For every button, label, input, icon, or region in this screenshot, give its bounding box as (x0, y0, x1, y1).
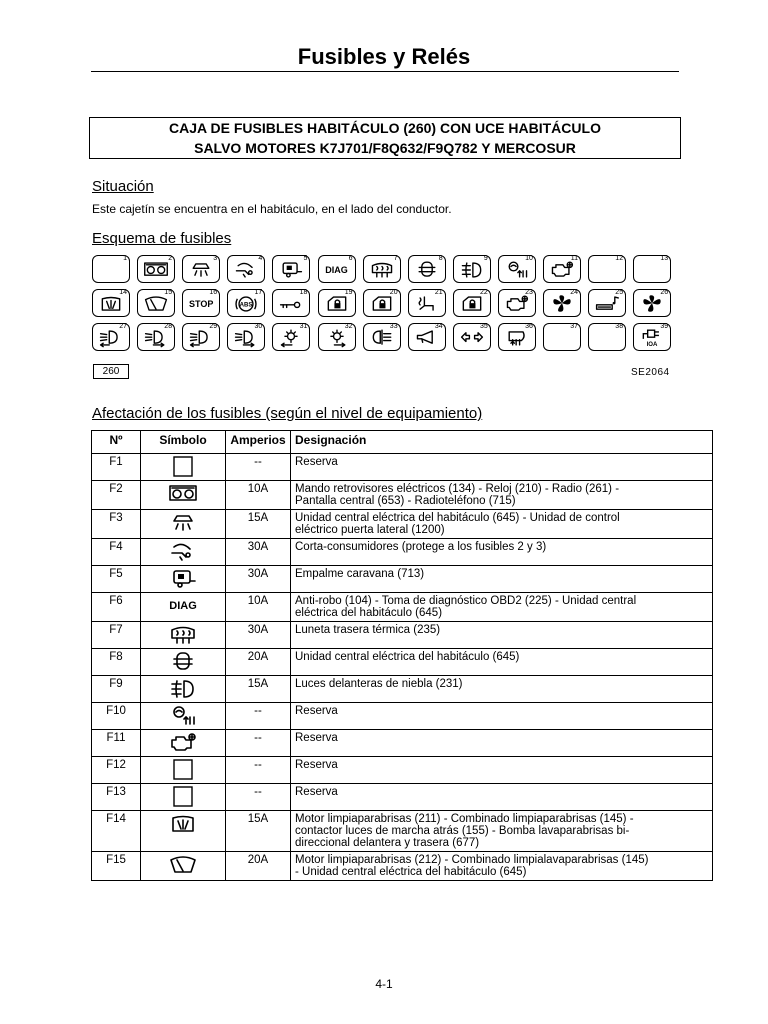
fuse-designation (291, 566, 713, 593)
door-lock-icon (459, 294, 485, 314)
fuse-slot-10 (498, 255, 536, 283)
fuse-amps: -- (226, 784, 291, 811)
fuse-slot-number: 31 (299, 323, 308, 330)
fuse-slot-6 (318, 255, 356, 283)
fuse-designation (291, 593, 713, 622)
fuse-slot-number: 29 (209, 323, 218, 330)
fuse-designation (291, 852, 713, 881)
fuse-symbol (141, 539, 226, 566)
fuse-slot-25 (588, 289, 626, 317)
fuse-symbol (141, 676, 226, 703)
designation-line: Reserva (295, 732, 338, 744)
designation-line: Luces delanteras de niebla (231) (295, 678, 463, 690)
fuse-slot-number: 16 (209, 289, 218, 296)
headlight-left-icon (188, 328, 214, 348)
sidelight-right-icon (324, 328, 350, 348)
fuse-slot-21 (408, 289, 446, 317)
fuse-amps: 10A (226, 481, 291, 510)
fuse-slot-number: 20 (389, 289, 398, 296)
caravan-icon (168, 568, 198, 590)
fuse-slot-number: 21 (434, 289, 443, 296)
fuse-slot-number: 19 (344, 289, 353, 296)
fuse-slot-number: 9 (483, 255, 488, 262)
designation-line: Motor limpiaparabrisas (212) - Combinado limpialavaparabrisas (145) (295, 854, 649, 866)
empty-box-icon (168, 456, 198, 478)
fuse-designation (291, 510, 713, 539)
designation-line: Anti-robo (104) - Toma de diagnóstico OBD2 (225) - Unidad central (295, 595, 637, 607)
fuse-slot-22 (453, 289, 491, 317)
empty-box-icon (168, 786, 198, 808)
fan-icon (549, 294, 575, 314)
fuse-number: F14 (92, 811, 141, 852)
fuse-slot-31 (272, 323, 310, 351)
fuse-slot-number: 3 (213, 255, 218, 262)
designation-line: Reserva (295, 786, 338, 798)
fuse-slot-37 (543, 323, 581, 351)
table-row (92, 811, 713, 852)
fuse-slot-number: 11 (570, 255, 578, 262)
fuse-slot-number: 2 (168, 255, 173, 262)
engine-icon (168, 732, 198, 754)
designation-line: - Unidad central eléctrica del habitáculo (645) (295, 866, 527, 878)
svg-text:ABS: ABS (239, 302, 253, 309)
consumer-cut-icon (168, 541, 198, 563)
fuse-designation (291, 757, 713, 784)
fuse-slot-5 (272, 255, 310, 283)
table-row (92, 593, 713, 622)
fuse-amps: 10A (226, 593, 291, 622)
afectacion-heading: Afectación de los fusibles (según el nivel de equipamiento) (92, 405, 483, 422)
fuse-amps: 20A (226, 649, 291, 676)
svg-text:IOA: IOA (646, 341, 658, 348)
fuse-slot-39 (633, 323, 671, 351)
fuse-slot-number: 10 (525, 255, 533, 262)
designation-line: Unidad central eléctrica del habitáculo (645) - Unidad de control (295, 512, 620, 524)
abs-icon (233, 294, 259, 314)
table-row (92, 566, 713, 593)
cluster-icon (168, 483, 198, 505)
fuse-slot-30 (227, 323, 265, 351)
diag-label: DIAG (169, 600, 197, 612)
fuse-slot-number: 30 (254, 323, 263, 330)
fuse-designation (291, 539, 713, 566)
plug-icon (639, 328, 665, 348)
fuse-amps: 30A (226, 566, 291, 593)
fan-icon (639, 294, 665, 314)
horn-icon (414, 328, 440, 348)
title-divider (91, 71, 679, 72)
fuse-number: F12 (92, 757, 141, 784)
fuse-symbol (141, 566, 226, 593)
table-row (92, 649, 713, 676)
fuse-amps: 15A (226, 676, 291, 703)
fuse-slot-number: 15 (164, 289, 173, 296)
fuse-slot-16 (182, 289, 220, 317)
diagram-reference: SE2064 (631, 367, 670, 378)
fuse-slot-number: 33 (389, 323, 398, 330)
designation-line: Pantalla central (653) - Radioteléfono (715) (295, 495, 516, 507)
fuse-slot-number: 34 (434, 323, 443, 330)
fuse-table (91, 430, 713, 881)
headlight-right-icon (143, 328, 169, 348)
fuse-slot-number: 4 (258, 255, 263, 262)
fuse-symbol (141, 454, 226, 481)
rear-fog-icon (369, 328, 395, 348)
fuse-designation (291, 730, 713, 757)
fuse-slot-26 (633, 289, 671, 317)
fuse-slot-13 (633, 255, 671, 283)
fuse-slot-3 (182, 255, 220, 283)
fuse-slot-27 (92, 323, 130, 351)
header-line-1: CAJA DE FUSIBLES HABITÁCULO (260) CON UCE HABITÁCULO (169, 120, 601, 136)
fuse-amps: -- (226, 757, 291, 784)
designation-line: Unidad central eléctrica del habitáculo (645) (295, 651, 520, 663)
designation-line: eléctrica del habitáculo (645) (295, 607, 443, 619)
designation-line: Motor limpiaparabrisas (211) - Combinado limpiaparabrisas (145) - (295, 813, 634, 825)
fuse-slot-number: 36 (525, 323, 533, 330)
table-header-row (92, 431, 713, 454)
fuse-slot-number: 18 (299, 289, 308, 296)
fuse-amps: 20A (226, 852, 291, 881)
fuse-slot-24 (543, 289, 581, 317)
interior-light-icon (188, 260, 214, 280)
fuse-symbol (141, 649, 226, 676)
fuse-symbol (141, 757, 226, 784)
fuse-slot-18 (272, 289, 310, 317)
header-box (89, 117, 681, 159)
col-header-designation: Designación (291, 431, 713, 454)
fuse-symbol (141, 811, 226, 852)
radio-icon (594, 294, 620, 314)
consumer-cut-icon (233, 260, 259, 280)
key-icon (278, 294, 304, 314)
fuse-amps: 30A (226, 539, 291, 566)
headlight-left-icon (98, 328, 124, 348)
diag-label: DIAG (325, 265, 348, 275)
engine-icon (549, 260, 575, 280)
fuse-slot-2 (137, 255, 175, 283)
fuse-symbol (141, 481, 226, 510)
engine-heat-icon (168, 705, 198, 727)
fuse-slot-number: 24 (570, 289, 578, 296)
fuse-slot-32 (318, 323, 356, 351)
fuse-amps: -- (226, 703, 291, 730)
fuse-slot-number: 38 (615, 323, 624, 330)
col-header-amps: Amperios (226, 431, 291, 454)
fuse-slot-29 (182, 323, 220, 351)
engine-heat-icon (504, 260, 530, 280)
fuse-symbol (141, 593, 226, 622)
fuse-slot-36 (498, 323, 536, 351)
fuse-slot-number: 17 (254, 289, 263, 296)
designation-line: eléctrico puerta lateral (1200) (295, 524, 445, 536)
table-row (92, 539, 713, 566)
fuse-slot-number: 28 (164, 323, 173, 330)
rear-wiper-icon (98, 294, 124, 314)
fuse-slot-number: 23 (525, 289, 533, 296)
page-number: 4-1 (375, 977, 393, 991)
fuse-number: F5 (92, 566, 141, 593)
fuse-slot-1 (92, 255, 130, 283)
fuse-designation (291, 703, 713, 730)
door-lock-icon (369, 294, 395, 314)
fuse-slot-35 (453, 323, 491, 351)
fuse-slot-number: 32 (344, 323, 353, 330)
fuse-slot-28 (137, 323, 175, 351)
fuse-amps: -- (226, 730, 291, 757)
situacion-heading: Situación (92, 178, 154, 195)
rear-defrost-icon (369, 260, 395, 280)
fuse-slot-number: 39 (660, 323, 669, 330)
fuse-number: F6 (92, 593, 141, 622)
fuse-slot-33 (363, 323, 401, 351)
interior-light-icon (168, 512, 198, 534)
fuse-number: F10 (92, 703, 141, 730)
hazard-icon (459, 328, 485, 348)
table-row (92, 703, 713, 730)
fuse-slot-12 (588, 255, 626, 283)
table-row (92, 730, 713, 757)
fuse-symbol (141, 852, 226, 881)
table-row (92, 622, 713, 649)
rear-defrost-icon (168, 624, 198, 646)
fog-light-icon (459, 260, 485, 280)
fuse-number: F11 (92, 730, 141, 757)
stop-label: STOP (189, 299, 214, 309)
fuse-slot-9 (453, 255, 491, 283)
fuse-number: F3 (92, 510, 141, 539)
fuse-slot-8 (408, 255, 446, 283)
fuse-symbol (141, 730, 226, 757)
fuse-slot-number: 12 (615, 255, 624, 262)
designation-line: Luneta trasera térmica (235) (295, 624, 441, 636)
fuse-slot-number: 27 (119, 323, 127, 330)
fuse-designation (291, 784, 713, 811)
box-label: 260 (93, 364, 129, 379)
fuse-amps: 15A (226, 510, 291, 539)
fuse-designation (291, 649, 713, 676)
table-row (92, 784, 713, 811)
col-header-number: Nº (92, 431, 141, 454)
fuse-slot-4 (227, 255, 265, 283)
designation-line: Reserva (295, 456, 338, 468)
fuse-amps: 30A (226, 622, 291, 649)
fuse-slot-number: 1 (123, 255, 127, 262)
situacion-text: Este cajetín se encuentra en el habitáculo, en el lado del conductor. (92, 202, 452, 216)
wiper-icon (168, 854, 198, 876)
fuse-slot-7 (363, 255, 401, 283)
col-header-symbol: Símbolo (141, 431, 226, 454)
mirror-heat-icon (504, 328, 530, 348)
table-row (92, 510, 713, 539)
fuse-number: F2 (92, 481, 141, 510)
seat-heat-icon (414, 294, 440, 314)
designation-line: Empalme caravana (713) (295, 568, 425, 580)
central-unit-icon (414, 260, 440, 280)
fuse-number: F13 (92, 784, 141, 811)
designation-line: direccional delantera y trasera (677) (295, 837, 480, 849)
fuse-slot-17 (227, 289, 265, 317)
fuse-slot-number: 14 (119, 289, 127, 296)
cluster-icon (143, 260, 169, 280)
fuse-designation (291, 622, 713, 649)
fuse-symbol (141, 622, 226, 649)
fuse-slot-number: 37 (570, 323, 578, 330)
fuse-slot-34 (408, 323, 446, 351)
fuse-symbol (141, 703, 226, 730)
table-row (92, 481, 713, 510)
designation-line: Reserva (295, 705, 338, 717)
rear-wiper-icon (168, 813, 198, 835)
fuse-slot-number: 5 (303, 255, 308, 262)
fuse-number: F9 (92, 676, 141, 703)
fuse-slot-number: 8 (438, 255, 443, 262)
header-line-2: SALVO MOTORES K7J701/F8Q632/F9Q782 Y MERCOSUR (194, 140, 576, 156)
designation-line: contactor luces de marcha atrás (155) - Bomba lavaparabrisas bi- (295, 825, 630, 837)
fuse-symbol (141, 510, 226, 539)
fuse-amps: -- (226, 454, 291, 481)
fuse-amps: 15A (226, 811, 291, 852)
fuse-slot-number: 7 (393, 255, 398, 262)
engine-icon (504, 294, 530, 314)
headlight-right-icon (233, 328, 259, 348)
fuse-slot-15 (137, 289, 175, 317)
fuse-slot-number: 26 (660, 289, 669, 296)
fuse-slot-number: 22 (480, 289, 488, 296)
caravan-icon (278, 260, 304, 280)
esquema-heading: Esquema de fusibles (92, 230, 232, 247)
table-row (92, 676, 713, 703)
fog-light-icon (168, 678, 198, 700)
fuse-slot-number: 6 (348, 255, 353, 262)
fuse-designation (291, 676, 713, 703)
table-row (92, 454, 713, 481)
door-lock-icon (324, 294, 350, 314)
sidelight-left-icon (278, 328, 304, 348)
wiper-icon (143, 294, 169, 314)
fuse-slot-number: 25 (615, 289, 624, 296)
fuse-designation (291, 481, 713, 510)
fuse-number: F8 (92, 649, 141, 676)
central-unit-icon (168, 651, 198, 673)
fuse-slot-number: 13 (660, 255, 669, 262)
fuse-slot-number: 35 (480, 323, 488, 330)
fuse-designation (291, 454, 713, 481)
empty-box-icon (168, 759, 198, 781)
fuse-number: F15 (92, 852, 141, 881)
designation-line: Corta-consumidores (protege a los fusibles 2 y 3) (295, 541, 547, 553)
fuse-slot-14 (92, 289, 130, 317)
page-title: Fusibles y Relés (297, 44, 471, 69)
table-row (92, 757, 713, 784)
fuse-diagram (92, 255, 674, 355)
table-row (92, 852, 713, 881)
fuse-slot-20 (363, 289, 401, 317)
fuse-symbol (141, 784, 226, 811)
fuse-number: F4 (92, 539, 141, 566)
fuse-slot-38 (588, 323, 626, 351)
fuse-slot-11 (543, 255, 581, 283)
fuse-slot-23 (498, 289, 536, 317)
fuse-designation (291, 811, 713, 852)
fuse-slot-19 (318, 289, 356, 317)
fuse-number: F1 (92, 454, 141, 481)
designation-line: Reserva (295, 759, 338, 771)
designation-line: Mando retrovisores eléctricos (134) - Reloj (210) - Radio (261) - (295, 483, 620, 495)
fuse-number: F7 (92, 622, 141, 649)
